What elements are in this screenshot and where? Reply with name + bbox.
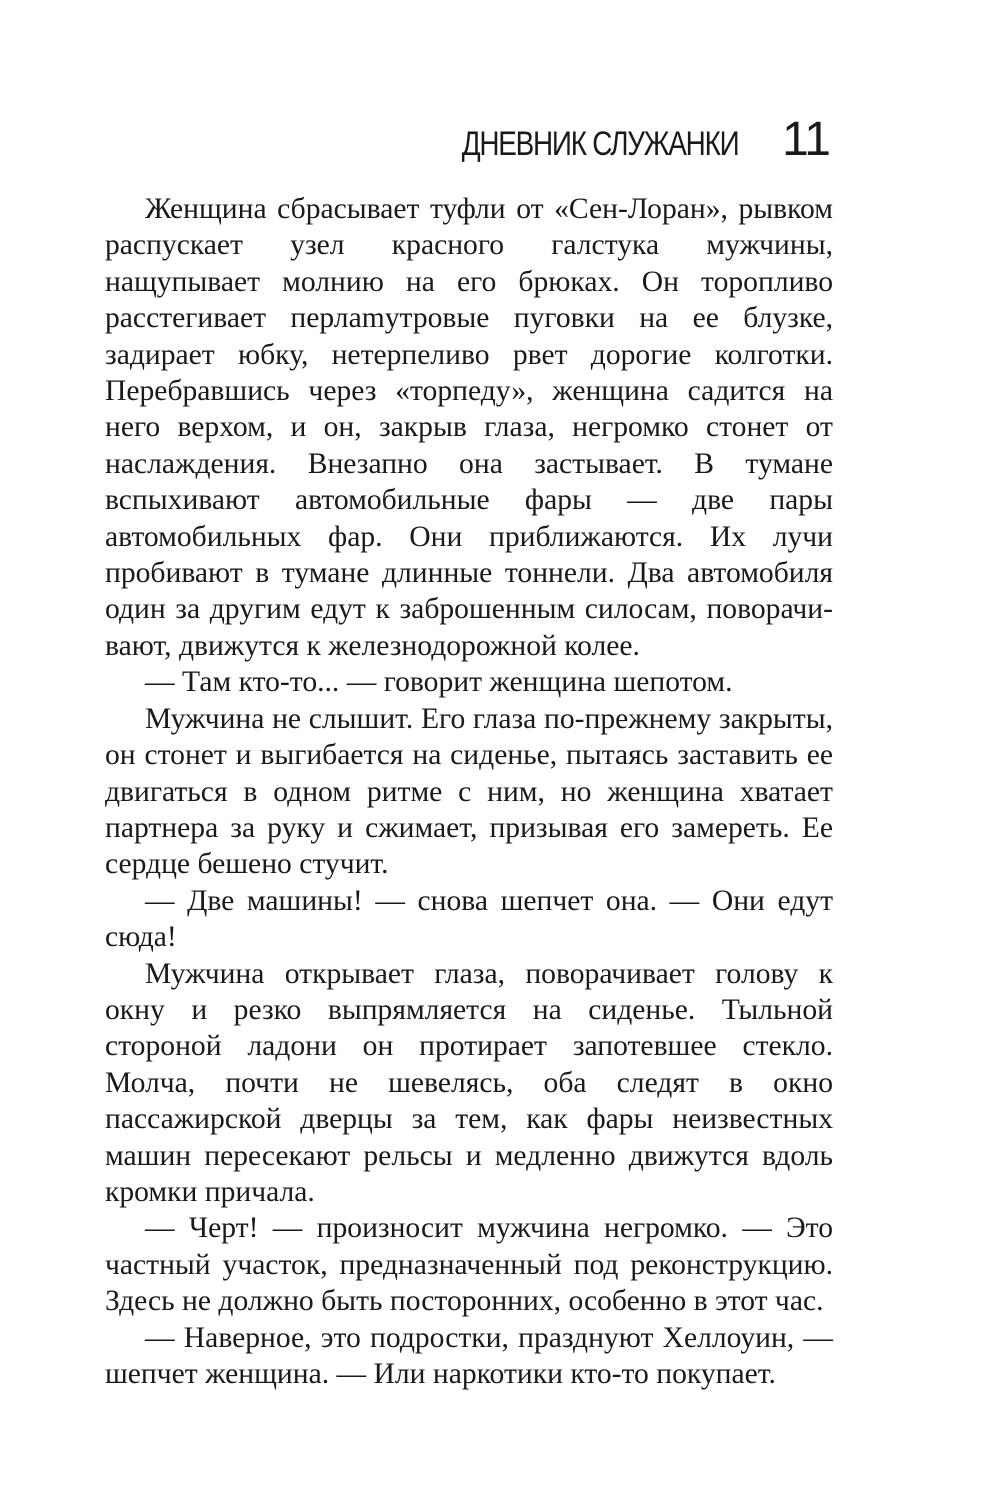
- paragraph: — Наверное, это подростки, празднуют Хеллоуин, — шепчет женщина. — Или наркотики кто-то покупает.: [105, 1321, 833, 1390]
- paragraph: Мужчина открывает глаза, поворачивает голову к окну и резко выпрямляется на сиденье. Тыльной стороной ладони он протирает запотевшее стекло. Молча, почти не шевелясь, оба следят в окно пассажирской дверцы за тем, как фары неизвестных машин пересекают рельсы и медленно движутся вдоль кромки причала.: [105, 957, 833, 1208]
- paragraph: — Там кто-то... — говорит женщина шепотом.: [145, 666, 733, 699]
- paragraph: Женщина сбрасывает туфли от «Сен-Лоран», рывком распускает узел красного галстука мужчины, нащупывает молнию на его брюках. Он торопливо расстегивает перлаmутровые пуговки на ее блузке, задирает юбку, нетерпеливо рвет дорогие колготки. Перебравшись через «торпеду», женщина садится на него верхом, и он, закрыв глаза, негромко стонет от наслаждения. Внезапно она застывает. В тумане вспыхивают автомобильные фары — две пары автомобильных фар. Они приближаются. Их лучи пробивают в тумане длинные тоннели. Два автомобиля один за другим едут к заброшенным силосам, поворачивают, движутся к железнодорожной колее.: [105, 193, 833, 662]
- paragraph: — Две машины! — снова шепчет она. — Они едут сюда!: [105, 884, 833, 954]
- paragraph: Мужчина не слышит. Его глаза по-прежнему закрыты, он стонет и выгибается на сиденье, пытаясь заставить ее двигаться в одном ритме с ним, но женщина хватает партнера за руку и сжимает, призывая его замереть. Ее сердце бешено стучит.: [105, 702, 833, 881]
- running-head: [401, 112, 830, 166]
- book-title: ДНЕВНИК СЛУЖАНКИ: [461, 125, 739, 163]
- page-number: 11: [782, 113, 830, 166]
- paragraph: — Черт! — произносит мужчина негромко. — Это частный участок, предназначенный под реконструкцию. Здесь не должно быть посторонних, особенно в этот час.: [105, 1212, 833, 1318]
- body-text: [105, 191, 833, 1392]
